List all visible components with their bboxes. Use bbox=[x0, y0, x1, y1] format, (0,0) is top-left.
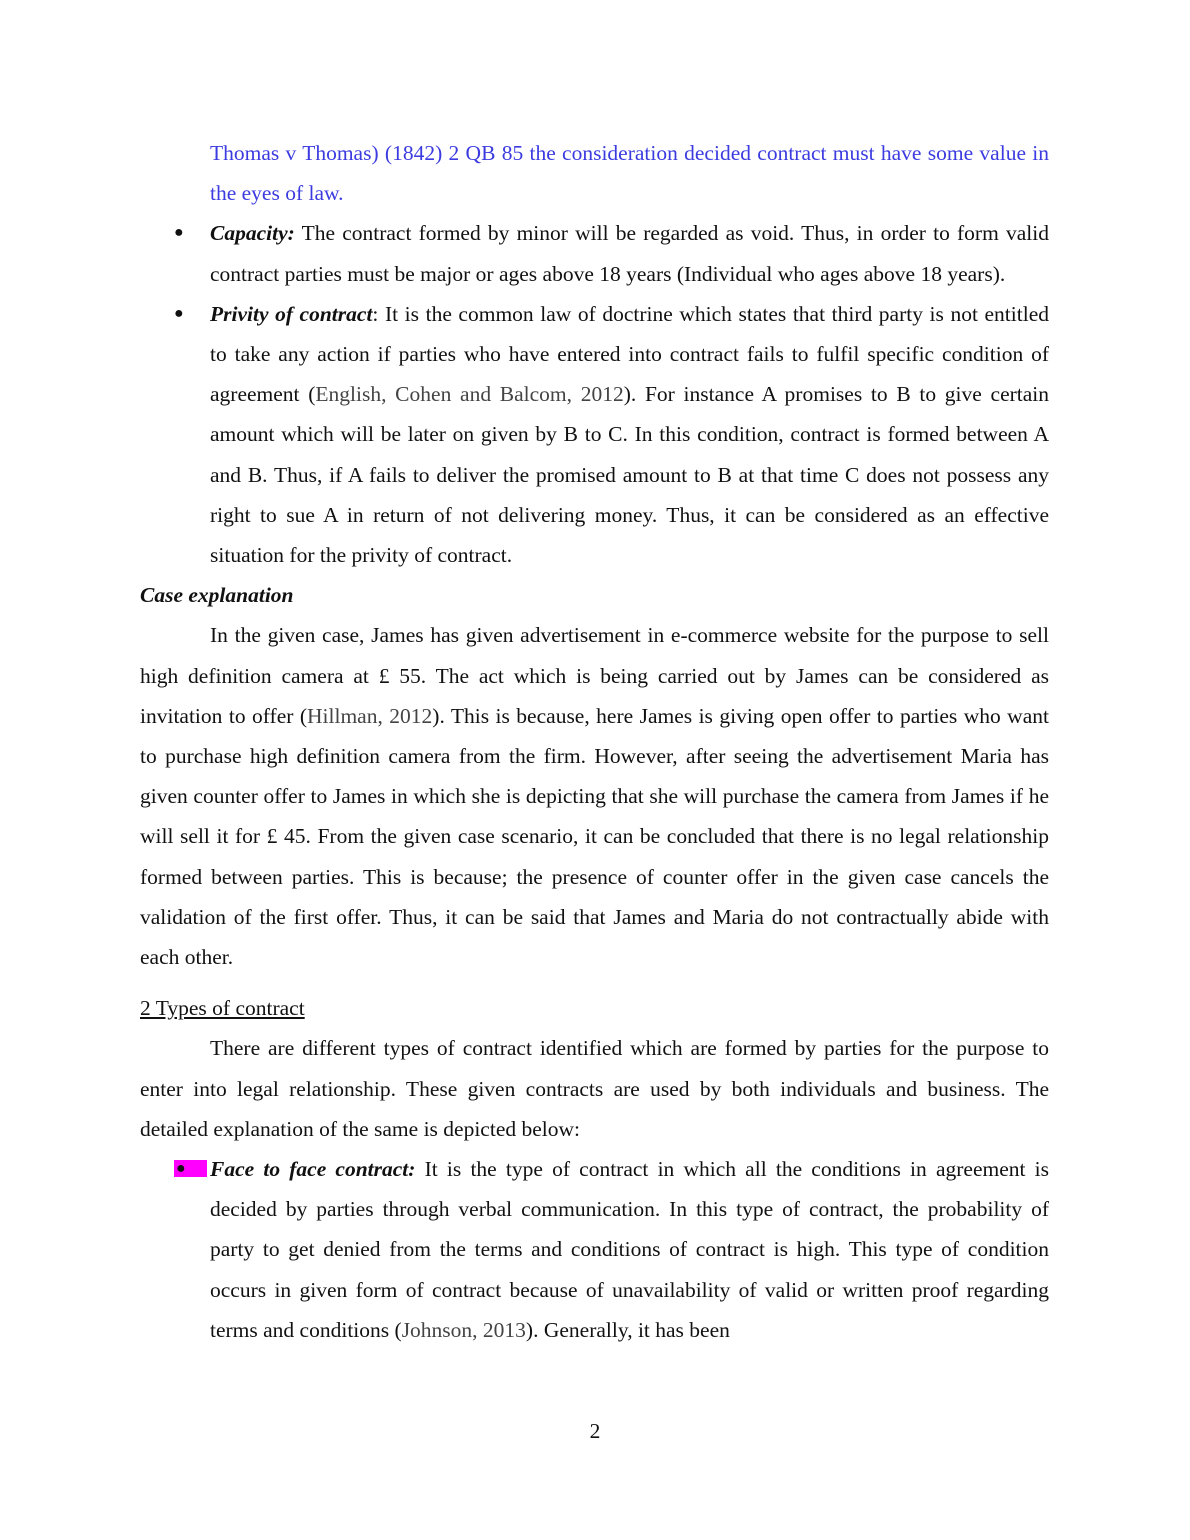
bullet-icon: ● bbox=[174, 224, 184, 242]
page-body bbox=[140, 133, 1049, 1350]
page-number: 2 bbox=[589, 1419, 601, 1443]
capacity-label: Capacity: bbox=[210, 221, 295, 246]
consideration-continuation: Thomas v Thomas) (1842) 2 QB 85 the consideration decided contract must have some value in the eyes of law. bbox=[210, 141, 1049, 206]
capacity-text: The contract formed by minor will be regarded as void. Thus, in order to form valid contract parties must be major or ages above 18 years (Individual who ages above 18 years). bbox=[210, 221, 1049, 286]
types-intro-paragraph: There are different types of contract identified which are formed by parties for the purpose to enter into legal relationship. These given contracts are used by both individuals and business. The detailed explanation of the same is depicted below: bbox=[140, 1036, 1049, 1141]
section-heading-types-of-contract: 2 Types of contract bbox=[140, 996, 305, 1021]
privity-citation: English, Cohen and Balcom, 2012 bbox=[315, 382, 624, 407]
case-explanation-heading: Case explanation bbox=[140, 583, 294, 608]
face-to-face-citation: Johnson, 2013 bbox=[401, 1317, 526, 1342]
bullet-icon: ● bbox=[174, 304, 184, 322]
privity-text-b: ). For instance A promises to B to give certain amount which will be later on given by B to C. In this condition, contract is formed between A and B. Thus, if A fails to deliver the promised amount to B at that time C does not possess any right to sue A in return of not delivering money. Thus, it can be considered as an effective situation for the privity of contract. bbox=[210, 382, 1050, 568]
bullet-face-to-face: ● Face to face contract: It is the type of contract in which all the conditions in agreement is decided by parties through verbal communication. In this type of contract, the probability of party to get denied from the terms and conditions of contract is high. This type of condition occurs in given form of contract because of unavailability of valid or written proof regarding terms and conditions (Johnson, 2013). Generally, it has been bbox=[140, 1149, 1049, 1350]
face-to-face-label: Face to face contract: bbox=[210, 1157, 416, 1182]
case-citation: Hillman, 2012 bbox=[307, 703, 433, 728]
highlighted-bullet-icon: ● bbox=[174, 1149, 210, 1189]
bullet-privity: ● Privity of contract: It is the common law of doctrine which states that third party is not entitled to take any action if parties who have entered into contract fails to fulfil specific condition of agreement (English, Cohen and Balcom, 2012). For instance A promises to B to give certain amount which will be later on given by B to C. In this condition, contract is formed between A and B. Thus, if A fails to deliver the promised amount to B at that time C does not possess any right to sue A in return of not delivering money. Thus, it can be considered as an effective situation for the privity of contract. bbox=[140, 294, 1049, 575]
privity-label: Privity of contract bbox=[210, 301, 373, 326]
privity-text-a: It is the common law of doctrine which states that third party is not entitled to take any action if parties who have entered into contract fails to fulfil specific condition of agreement ( bbox=[210, 301, 1049, 407]
case-explanation-paragraph: In the given case, James has given advertisement in e-commerce website for the purpose to sell high definition camera at £ 55. The act which is being carried out by James can be considered as invitation to offer (Hillman, 2012). This is because, here James is giving open offer to parties who want to purchase high definition camera from the firm. However, after seeing the advertisement Maria has given counter offer to James in which she is depicting that she will purchase the camera from James if he will sell it for £ 45. From the given case scenario, it can be concluded that there is no legal relationship formed between parties. This is because; the presence of counter offer in the given case cancels the validation of the first offer. Thus, it can be said that James and Maria do not contractually abide with each other. bbox=[140, 623, 1049, 970]
bullet-capacity bbox=[140, 213, 1049, 293]
